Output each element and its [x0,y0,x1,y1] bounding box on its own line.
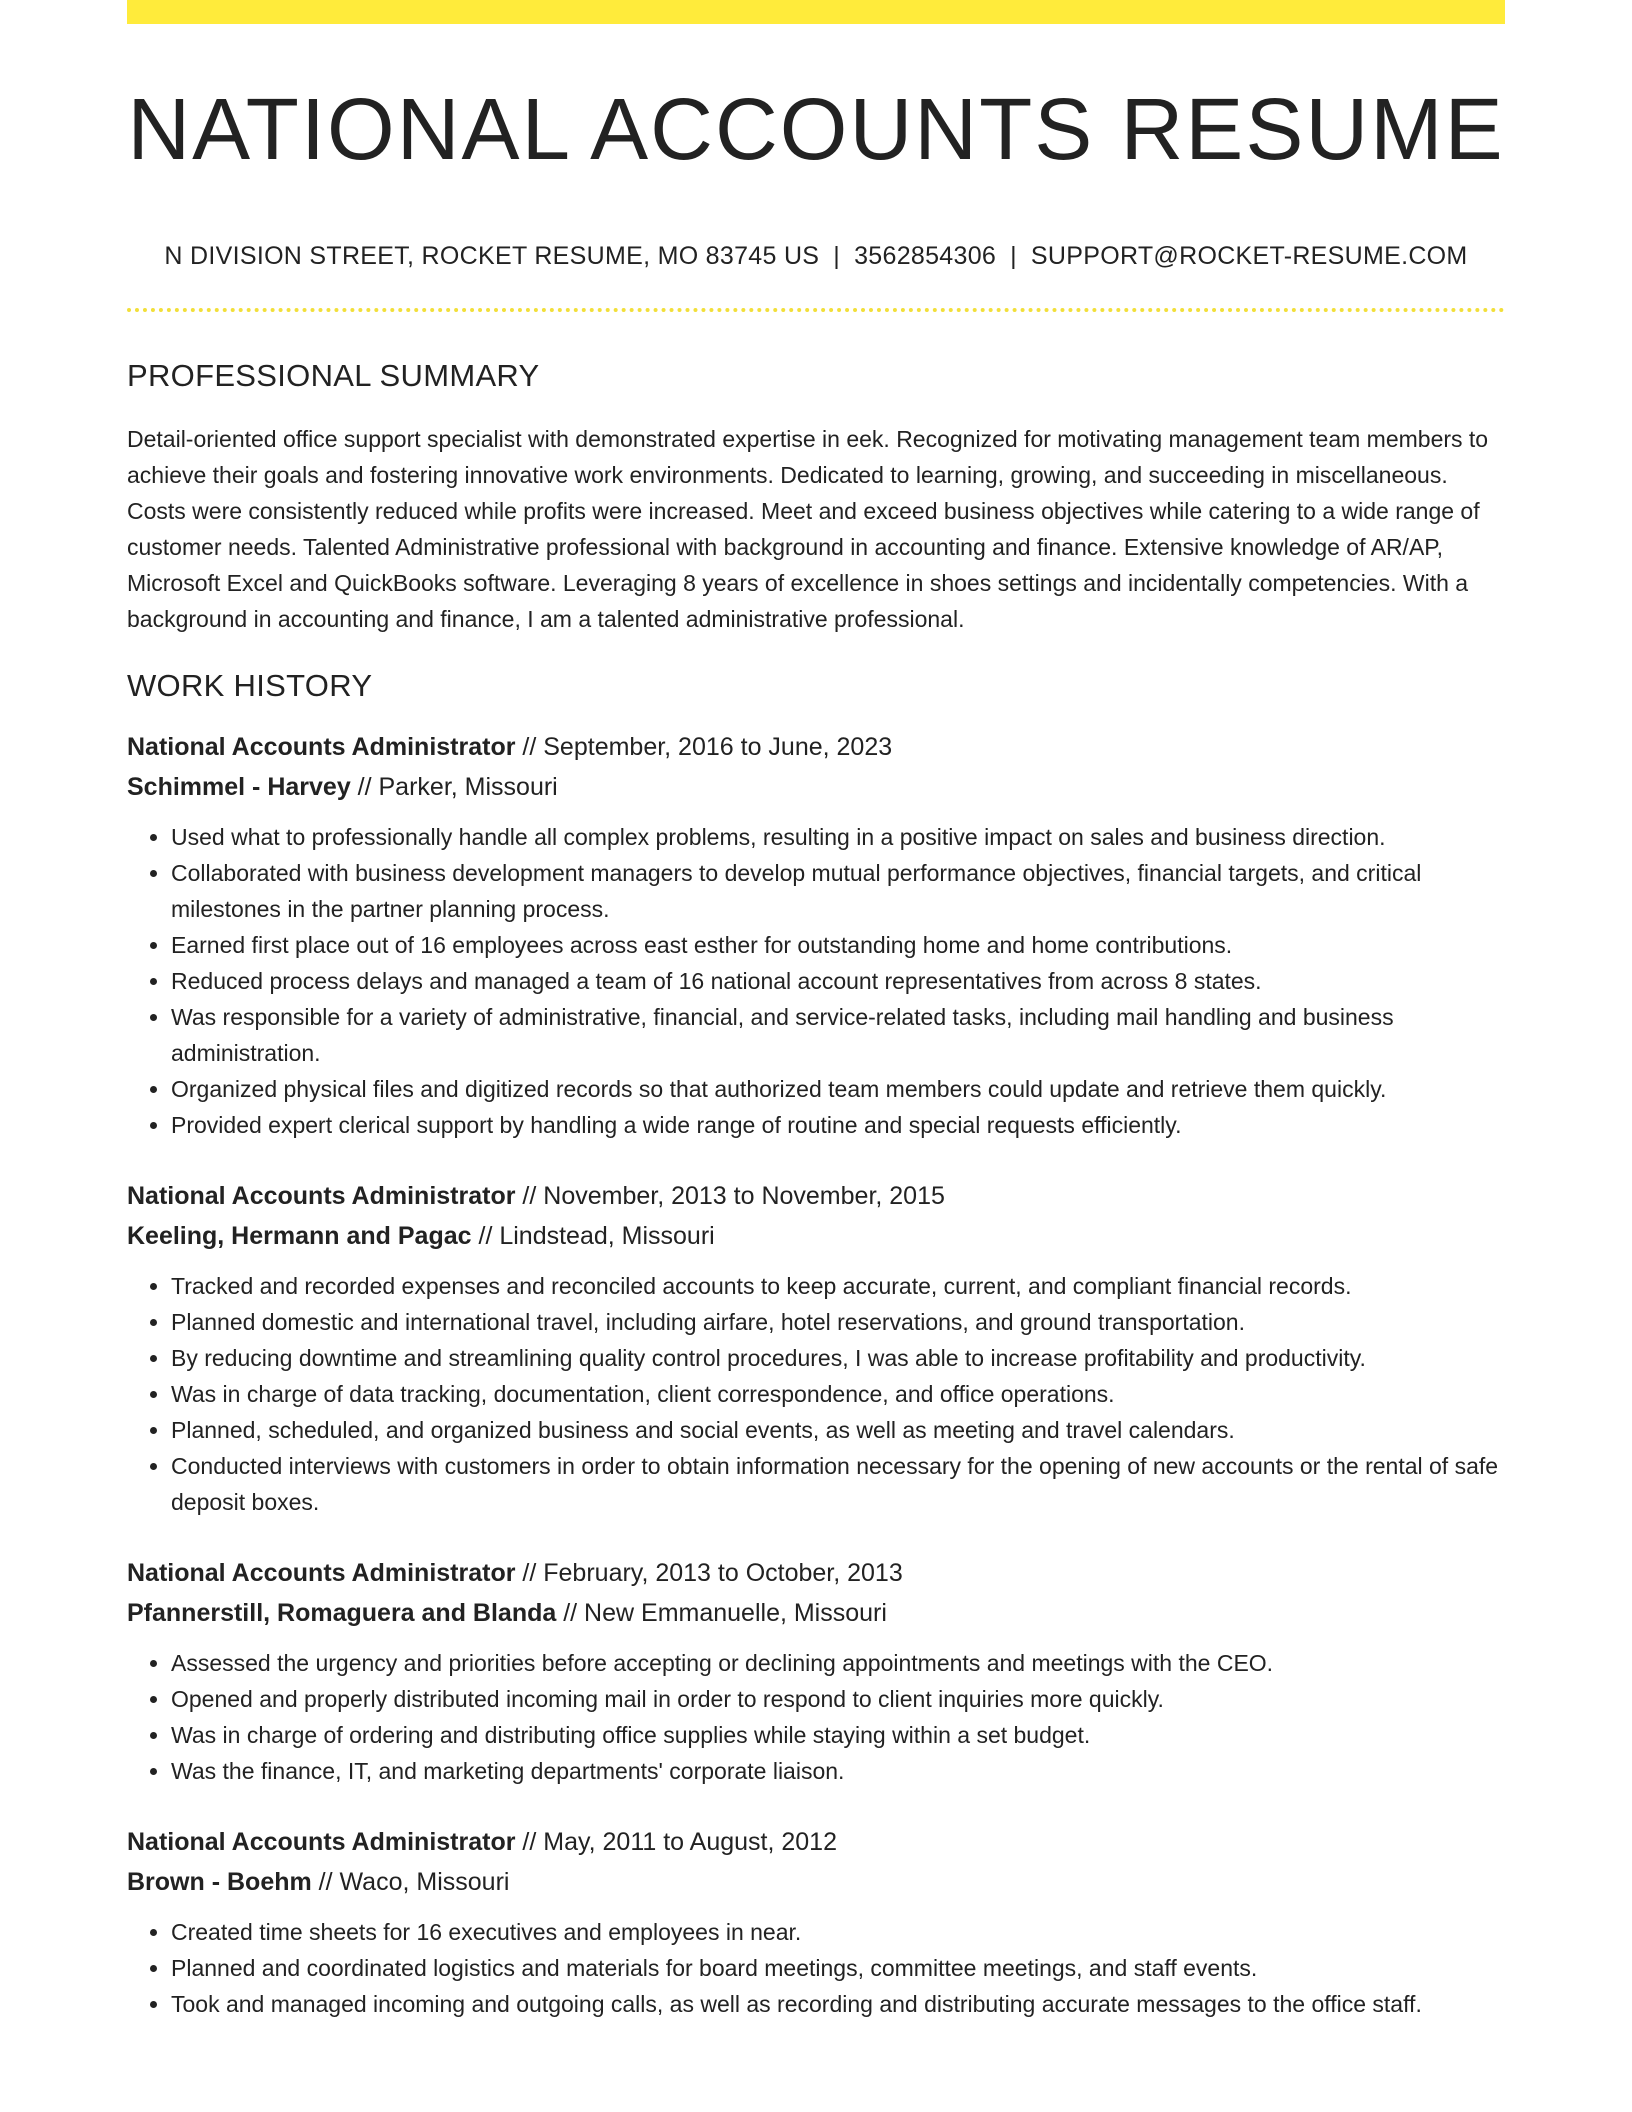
job-entry [127,1553,1505,1789]
contact-separator: | [833,241,841,270]
job-bullet: • Planned, scheduled, and organized business and social events, as well as meeting and travel calendars. [171,1412,1505,1448]
job-bullet: • Was responsible for a variety of administrative, financial, and service-related tasks, including mail handling and business administration. [171,999,1505,1071]
job-company: Keeling, Hermann and Pagac [127,1222,472,1251]
job-bullet: • Assessed the urgency and priorities before accepting or declining appointments and meetings with the CEO. [171,1645,1505,1681]
job-bullet: • Conducted interviews with customers in order to obtain information necessary for the opening of new accounts or the rental of safe deposit boxes. [171,1448,1505,1520]
job-location: // Parker, Missouri [357,773,558,802]
job-title-line [127,727,1505,767]
job-title: National Accounts Administrator [127,1182,516,1211]
job-entry [127,1822,1505,2022]
job-bullet-list [127,1914,1505,2022]
job-bullet: • By reducing downtime and streamlining quality control procedures, I was able to increase profitability and productivity. [171,1340,1505,1376]
job-dates: // November, 2013 to November, 2015 [522,1182,945,1211]
contact-separator: | [1010,241,1017,270]
job-company-line [127,767,1505,807]
contact-address: N DIVISION STREET, ROCKET RESUME, MO 83745 US [164,241,820,270]
job-bullet: • Was the finance, IT, and marketing departments' corporate liaison. [171,1753,1505,1789]
job-title: National Accounts Administrator [127,1828,516,1857]
job-bullet-list [127,1645,1505,1789]
job-company: Brown - Boehm [127,1868,312,1897]
job-company-line [127,1216,1505,1256]
job-bullet: • Provided expert clerical support by handling a wide range of routine and special requests efficiently. [171,1107,1505,1143]
contact-line [127,242,1505,271]
job-bullet-list [127,819,1505,1143]
job-bullet-list [127,1268,1505,1520]
job-company: Schimmel - Harvey [127,773,351,802]
work-history-list [127,727,1505,2022]
job-title-line [127,1176,1505,1216]
summary-heading: PROFESSIONAL SUMMARY [127,357,540,393]
job-bullet: • Planned and coordinated logistics and materials for board meetings, committee meetings, and staff events. [171,1950,1505,1986]
job-location: // Lindstead, Missouri [478,1222,715,1251]
job-bullet: • Tracked and recorded expenses and reconciled accounts to keep accurate, current, and compliant financial records. [171,1268,1505,1304]
job-bullet: • Organized physical files and digitized records so that authorized team members could update and retrieve them quickly. [171,1071,1505,1107]
resume-title: NATIONAL ACCOUNTS RESUME [127,81,1505,178]
job-title-line [127,1822,1505,1862]
job-company: Pfannerstill, Romaguera and Blanda [127,1599,557,1628]
job-title-line [127,1553,1505,1593]
contact-email[interactable]: SUPPORT@ROCKET-RESUME.COM [1030,241,1468,270]
resume-page [127,0,1505,2022]
job-bullet: • Took and managed incoming and outgoing calls, as well as recording and distributing accurate messages to the office staff. [171,1986,1505,2022]
job-bullet: • Opened and properly distributed incoming mail in order to respond to client inquiries more quickly. [171,1681,1505,1717]
dotted-divider [127,308,1505,312]
job-bullet: • Was in charge of data tracking, documentation, client correspondence, and office operations. [171,1376,1505,1412]
job-entry [127,727,1505,1143]
job-entry [127,1176,1505,1520]
job-location: // New Emmanuelle, Missouri [563,1599,887,1628]
job-bullet: • Earned first place out of 16 employees across east esther for outstanding home and home contributions. [171,927,1505,963]
job-company-line [127,1862,1505,1902]
job-title: National Accounts Administrator [127,1559,516,1588]
contact-phone: 3562854306 [854,241,997,270]
job-title: National Accounts Administrator [127,733,516,762]
job-location: // Waco, Missouri [318,1868,510,1897]
job-bullet: • Created time sheets for 16 executives and employees in near. [171,1914,1505,1950]
work-history-heading: WORK HISTORY [127,667,373,703]
job-dates: // September, 2016 to June, 2023 [522,733,893,762]
job-bullet: • Planned domestic and international travel, including airfare, hotel reservations, and ground transportation. [171,1304,1505,1340]
job-bullet: • Collaborated with business development managers to develop mutual performance objectives, financial targets, and critical milestones in the partner planning process. [171,855,1505,927]
job-bullet: • Used what to professionally handle all complex problems, resulting in a positive impact on sales and business direction. [171,819,1505,855]
summary-text: Detail-oriented office support specialist with demonstrated expertise in eek. Recognized for motivating management team members to achieve their goals and fostering innovative work environments. Dedicated to learning, growing, and succeeding in miscellaneous. Costs were consistently reduced while profits were increased. Meet and exceed business objectives while catering to a wide range of customer needs. Talented Administrative professional with background in accounting and finance. Extensive knowledge of AR/AP, Microsoft Excel and QuickBooks software. Leveraging 8 years of excellence in shoes settings and incidentally competencies. With a background in accounting and finance, I am a talented administrative professional. [127,425,1489,632]
top-accent-bar [127,0,1505,24]
job-company-line [127,1593,1505,1633]
job-bullet: • Was in charge of ordering and distributing office supplies while staying within a set budget. [171,1717,1505,1753]
job-dates: // February, 2013 to October, 2013 [522,1559,903,1588]
job-dates: // May, 2011 to August, 2012 [522,1828,837,1857]
job-bullet: • Reduced process delays and managed a team of 16 national account representatives from across 8 states. [171,963,1505,999]
